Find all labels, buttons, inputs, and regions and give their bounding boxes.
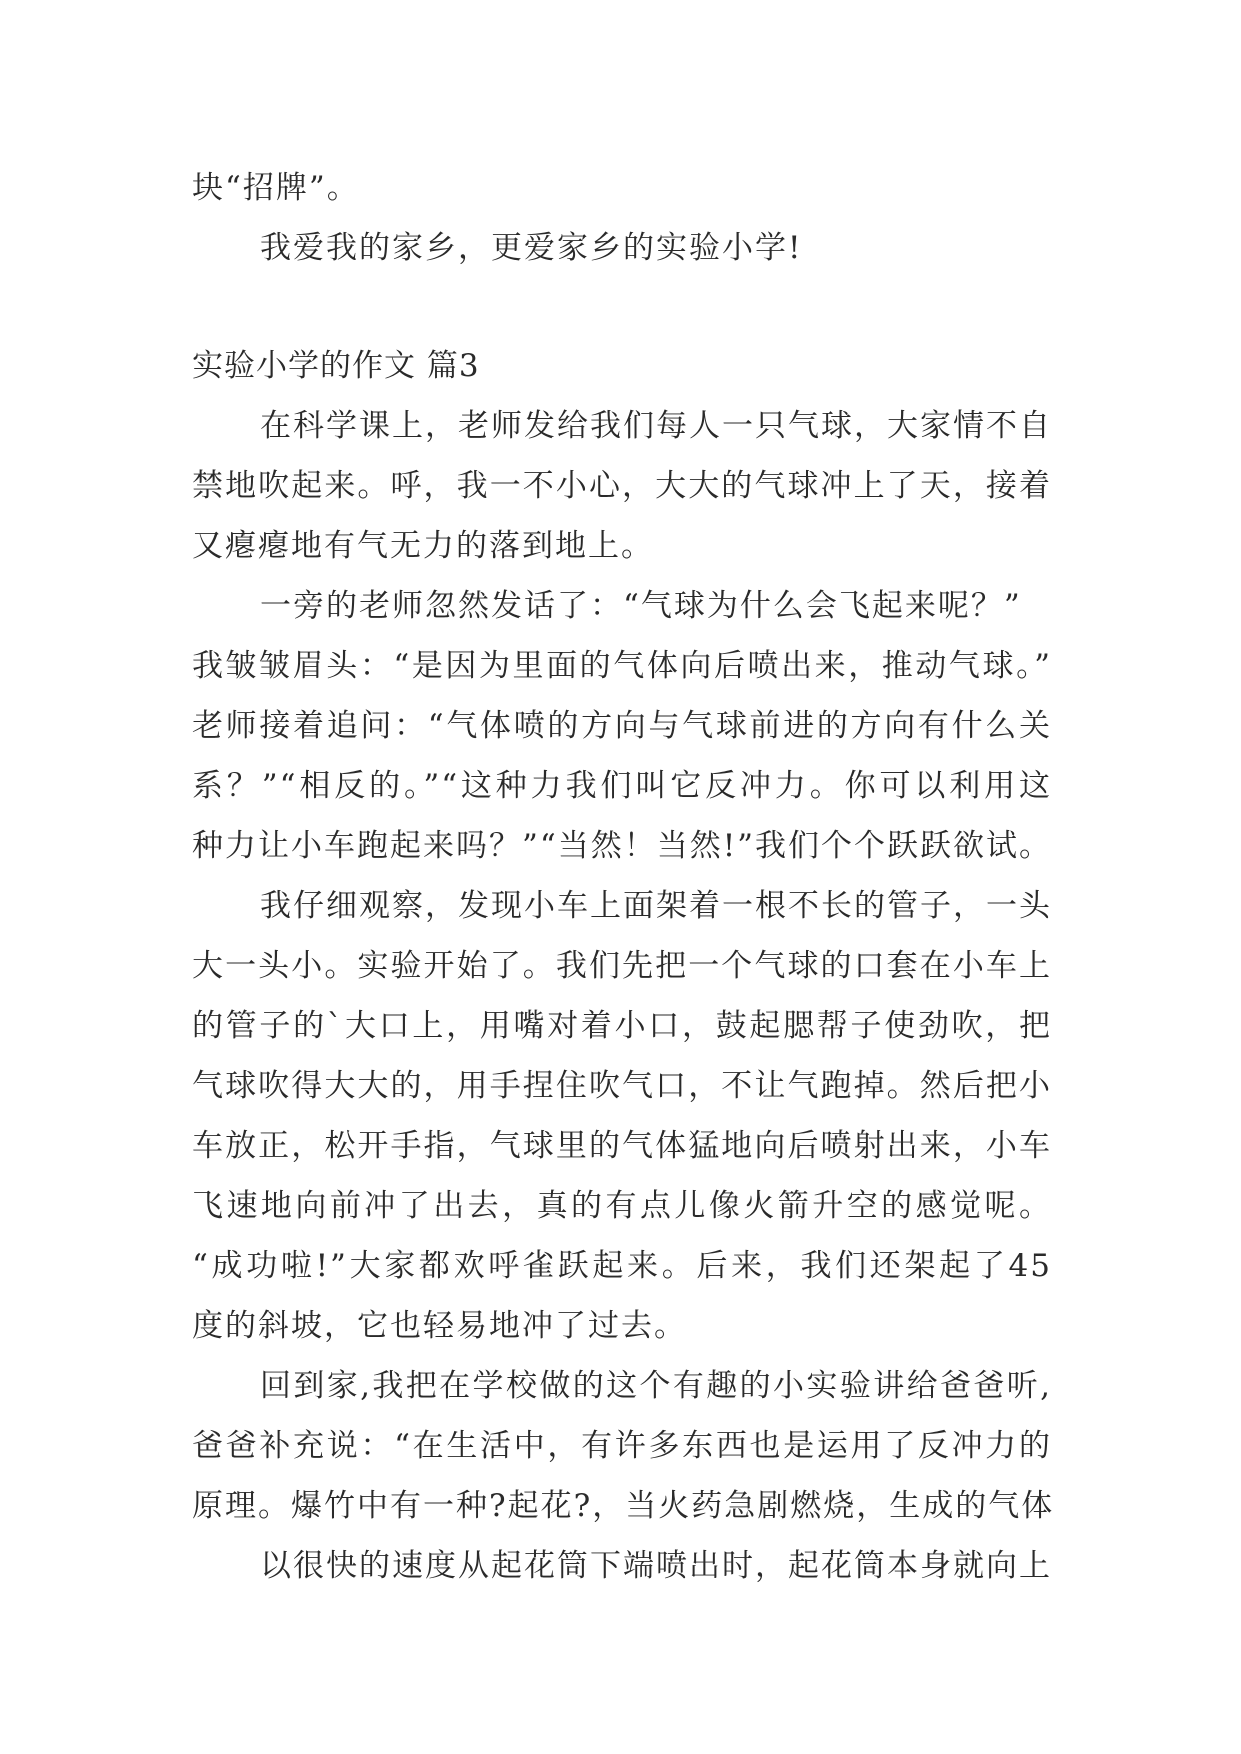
text-line: 种力让小车跑起来吗？”“当然！当然!”我们个个跃跃欲试。 — [192, 828, 1052, 864]
section-spacer — [192, 278, 1052, 336]
text-line: 在科学课上，老师发给我们每人一只气球，大家情不自 — [260, 408, 1052, 444]
text-line: 车放正，松开手指，气球里的气体猛地向后喷射出来，小车 — [192, 1128, 1052, 1164]
text-line: 一旁的老师忽然发话了：“气球为什么会飞起来呢？” — [260, 588, 1022, 624]
section-heading: 实验小学的作文 篇3 — [192, 348, 480, 384]
text-line: 度的斜坡，它也轻易地冲了过去。 — [192, 1308, 687, 1344]
text-line: 系？”“相反的。”“这种力我们叫它反冲力。你可以利用这 — [192, 768, 1052, 804]
text-line: “成功啦!”大家都欢呼雀跃起来。后来，我们还架起了45 — [192, 1248, 1052, 1284]
text-line: 我皱皱眉头：“是因为里面的气体向后喷出来，推动气球。” — [192, 648, 1052, 684]
text-line: 以很快的速度从起花筒下端喷出时，起花筒本身就向上 — [260, 1548, 1052, 1584]
text-line: 我爱我的家乡，更爱家乡的实验小学! — [260, 230, 803, 266]
text-line: 气球吹得大大的，用手捏住吹气口，不让气跑掉。然后把小 — [192, 1068, 1052, 1104]
document-body — [192, 158, 1055, 1596]
text-line: 大一头小。实验开始了。我们先把一个气球的口套在小车上 — [192, 948, 1052, 984]
text-line: 块“招牌”。 — [192, 170, 360, 206]
text-line: 回到家,我把在学校做的这个有趣的小实验讲给爸爸听, — [260, 1368, 1052, 1404]
text-line: 老师接着追问：“气体喷的方向与气球前进的方向有什么关 — [192, 708, 1052, 744]
text-line: 的管子的`大口上，用嘴对着小口，鼓起腮帮子使劲吹，把 — [192, 1008, 1052, 1044]
text-line: 又瘪瘪地有气无力的落到地上。 — [192, 528, 654, 564]
text-line: 我仔细观察，发现小车上面架着一根不长的管子，一头 — [260, 888, 1052, 924]
text-line: 飞速地向前冲了出去，真的有点儿像火箭升空的感觉呢。 — [192, 1188, 1052, 1224]
text-line: 禁地吹起来。呼，我一不小心，大大的气球冲上了天，接着 — [192, 468, 1052, 504]
text-line: 原理。爆竹中有一种?起花?，当火药急剧燃烧，生成的气体 — [192, 1488, 1055, 1524]
text-line: 爸爸补充说：“在生活中，有许多东西也是运用了反冲力的 — [192, 1428, 1052, 1464]
